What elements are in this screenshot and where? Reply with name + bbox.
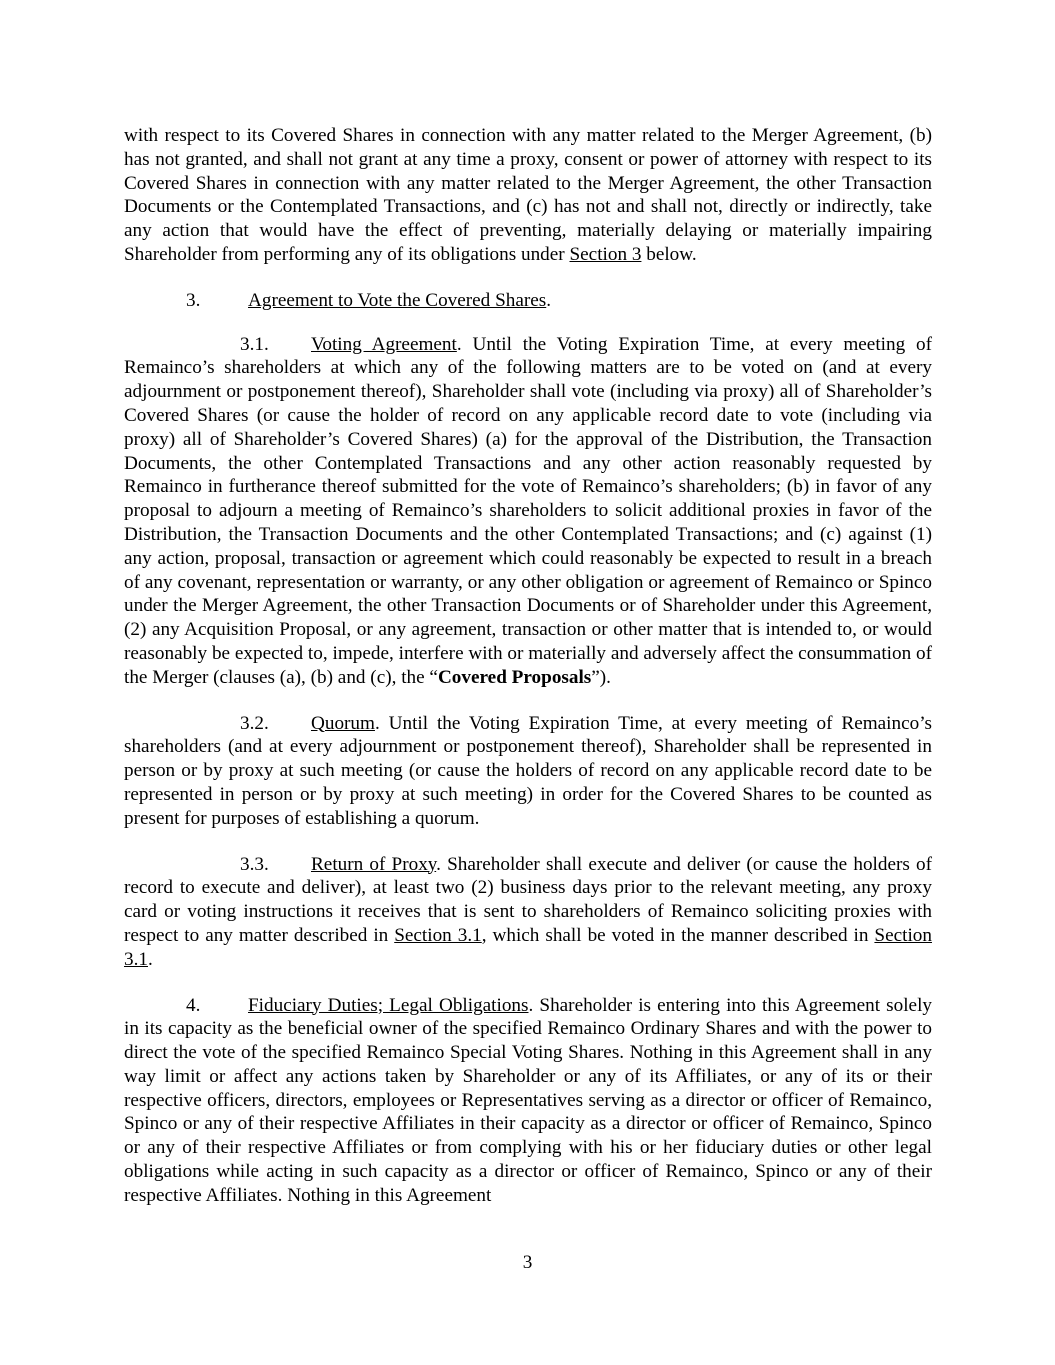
section-title: Fiduciary Duties; Legal Obligations (248, 994, 529, 1016)
section-number: 3. (186, 289, 201, 311)
page-number: 3 (522, 1252, 533, 1273)
section-3-1-paragraph (124, 333, 932, 690)
document-page (124, 124, 932, 1208)
paragraph-text: . Shareholder shall execute and deliver (or cause the holders of record to execute and deliver), at least two (2) business days prior to the relevant meeting, any proxy card or voting instructions it receives that is sent to shareholders of Remainco soliciting proxies with respect to any matter described in (124, 853, 932, 946)
section-number: 4. (186, 994, 201, 1016)
section-3-2-paragraph (124, 712, 932, 831)
paragraph-text-end: . (147, 948, 153, 970)
section-title: Quorum (311, 712, 375, 734)
paragraph-text-mid: , which shall be voted in the manner described in (481, 924, 875, 946)
section-number: 3.1. (240, 333, 269, 355)
section-3-heading (124, 289, 932, 313)
paragraph-text: . Until the Voting Expiration Time, at every meeting of Remainco’s shareholders (and at every adjournment or postponement thereof), Shareholder shall be represented in person or by proxy at such meeting (or cause the holders of record on any applicable record date to be represented in person or by proxy at such meeting) in order for the Covered Shares to be counted as present for purposes of establishing a quorum. (124, 712, 932, 829)
section-title: Agreement to Vote the Covered Shares (248, 289, 547, 311)
section-3-reference: Section 3 (569, 243, 642, 265)
section-number: 3.2. (240, 712, 269, 734)
section-title: Voting Agreement (311, 333, 457, 355)
paragraph-text-end: ”). (591, 666, 611, 688)
paragraph-text-end: below. (641, 243, 697, 265)
paragraph-continuation (124, 124, 932, 267)
paragraph-text: . Until the Voting Expiration Time, at every meeting of Remainco’s shareholders at which any of the following matters are to be voted on (and at every adjournment or postponement thereof), Shareholder shall vote (including via proxy) all of Shareholder’s Covered Shares (or cause the holder of record on any applicable record date to vote (including via proxy) all of Shareholder’s Covered Shares) (a) for the approval of the Distribution, the Transaction Documents, the other Contemplated Transactions and any other action reasonably requested by Remainco in furtherance thereof submitted for the vote of Remainco’s shareholders; (b) in favor of any proposal to adjourn a meeting of Remainco’s shareholders to solicit additional proxies in favor of the Distribution, the Transaction Documents and the other Contemplated Transactions; and (c) against (1) any action, proposal, transaction or agreement which could reasonably be expected to result in a breach of any covenant, representation or warranty, or any other obligation or agreement of Remainco or Spinco under the Merger Agreement, the other Transaction Documents or of Shareholder under this Agreement, (2) any Acquisition Proposal, or any agreement, transaction or other matter that is intended to, or would reasonably be expected to, impede, interfere with or materially and adversely affect the consummation of the Merger (clauses (a), (b) and (c), the “ (124, 333, 932, 688)
section-number: 3.3. (240, 853, 269, 875)
defined-term: Covered Proposals (437, 666, 592, 688)
section-title-period: . (546, 289, 552, 311)
section-3-3-paragraph (124, 853, 932, 972)
section-4-paragraph (124, 994, 932, 1208)
section-3-1-reference: Section 3.1 (124, 924, 932, 970)
section-title: Return of Proxy (311, 853, 437, 875)
section-3-1-reference: Section 3.1 (394, 924, 482, 946)
paragraph-text: with respect to its Covered Shares in connection with any matter related to the Merger Agreement, (b) has not granted, and shall not grant at any time a proxy, consent or power of attorney with respect to its Covered Shares in connection with any matter related to the Merger Agreement, the other Transaction Documents or the Contemplated Transactions, and (c) has not and shall not, directly or indirectly, take any action that would have the effect of preventing, materially delaying or materially impairing Shareholder from performing any of its obligations under (124, 125, 932, 265)
paragraph-text: . Shareholder is entering into this Agreement solely in its capacity as the beneficial owner of the specified Remainco Ordinary Shares and with the power to direct the vote of the specified Remainco Special Voting Shares. Nothing in this Agreement shall in any way limit or affect any actions taken by Shareholder or any of its Affiliates, or any of its or their respective officers, directors, employees or Representatives serving as a director or officer of Remainco, Spinco or any of their respective Affiliates in their capacity as a director or officer of Remainco, Spinco or any of their respective Affiliates or from complying with his or her fiduciary duties or other legal obligations while acting in such capacity as a director or officer of Remainco, Spinco or any of their respective Affiliates. Nothing in this Agreement (124, 994, 932, 1206)
